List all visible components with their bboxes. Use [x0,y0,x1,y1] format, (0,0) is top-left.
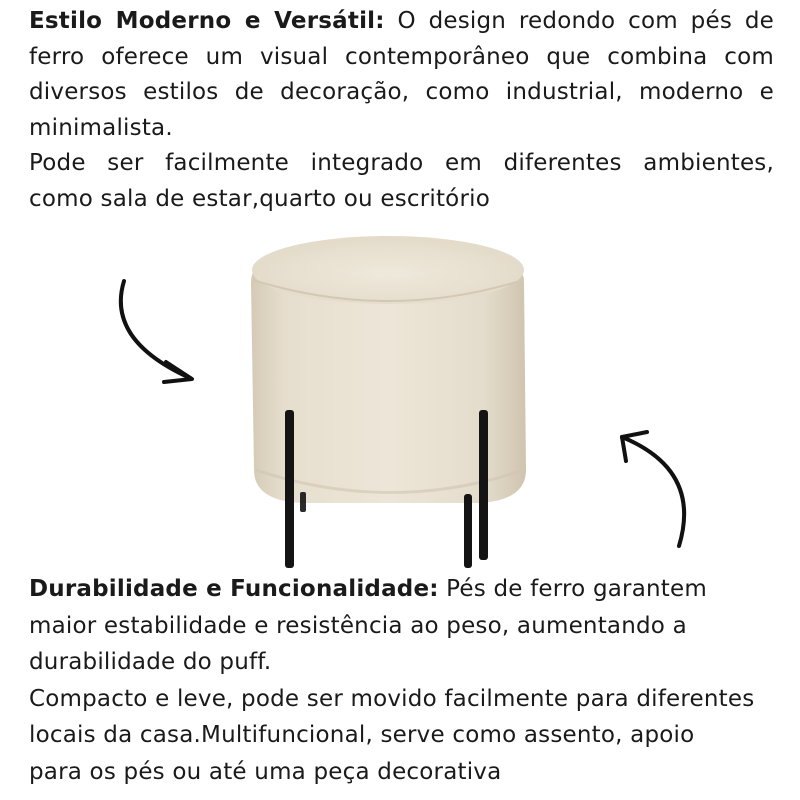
durability-line-4: Compacto e leve, pode ser movido facilmente para diferentes [29,685,755,712]
durability-line-1: Durabilidade e Funcionalidade: Pés de ferro garantem [29,576,707,602]
intro-line-1: Estilo Moderno e Versátil: O design redondo com pés de [29,8,774,34]
left-arrow-icon [121,281,192,382]
durability-paragraph [29,571,789,790]
style-heading: Estilo Moderno e Versátil: [29,8,385,34]
intro-line-4: minimalista. [29,114,173,141]
leg-front-left [285,410,294,568]
leg-back-left [300,492,306,512]
pouf-ottoman [251,236,526,503]
pouf-side [251,259,526,503]
iron-legs [285,410,488,568]
intro-line-5: Pode ser facilmente integrado em diferentes ambientes, [29,150,774,176]
pouf-bottom-shade [256,470,524,493]
durability-line-6: para os pés ou até uma peça decorativa [29,758,502,785]
durability-line-2: maior estabilidade e resistência ao peso, aumentando a [29,612,687,639]
leg-back-right [479,410,488,560]
intro-line-2: ferro oferece um visual contemporâneo que combina com [29,43,774,70]
leg-front-right [464,494,472,568]
durability-line-5: locais da casa.Multifuncional, serve como assento, apoio [29,722,695,748]
right-arrow-icon [622,432,684,546]
intro-paragraph [29,4,774,217]
pouf-top [252,236,524,304]
pouf-top-seam [253,280,523,301]
durability-heading: Durabilidade e Funcionalidade: [29,576,439,602]
intro-line-3: diversos estilos de decoração, como industrial, moderno e [29,79,774,105]
durability-line-3: durabilidade do puff. [29,649,272,675]
intro-line-6: como sala de estar,quarto ou escritório [29,185,490,212]
